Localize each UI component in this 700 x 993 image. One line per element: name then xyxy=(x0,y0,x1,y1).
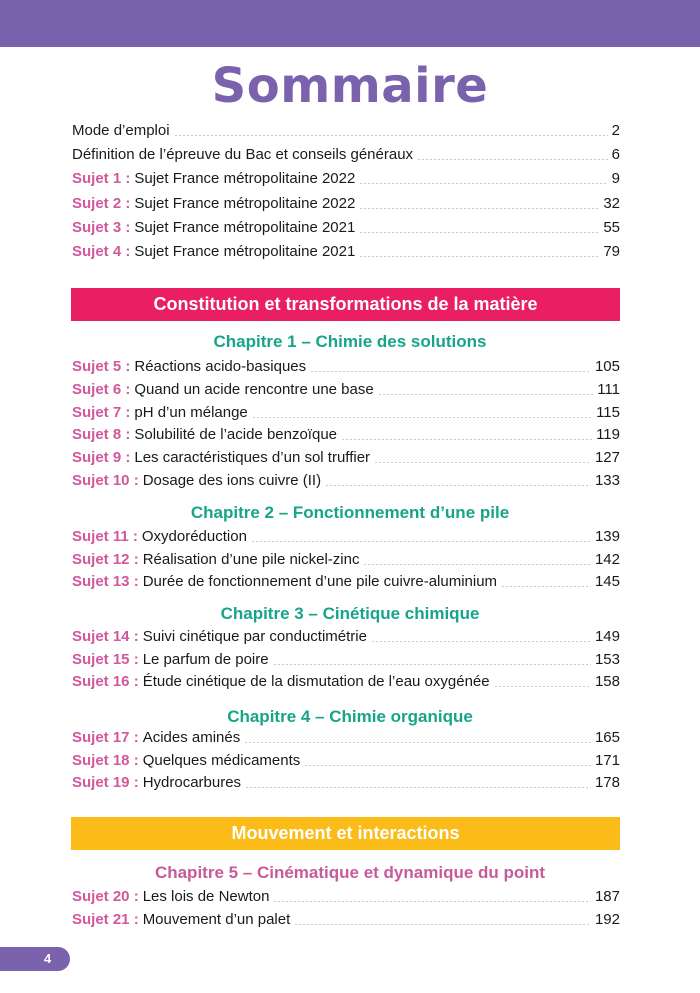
toc-entry-page: 178 xyxy=(594,774,620,791)
toc-entry-page: 9 xyxy=(611,170,620,188)
dot-leader xyxy=(374,462,591,463)
dot-leader xyxy=(310,371,591,372)
toc-entry-page: 2 xyxy=(611,122,620,139)
toc-entry-label: Sujet 20 : xyxy=(72,888,139,905)
toc-entry xyxy=(72,751,620,771)
toc-entry xyxy=(72,145,620,165)
toc-entry xyxy=(72,650,620,670)
toc-entry xyxy=(72,403,620,423)
toc-entry-title: Suivi cinétique par conductimétrie xyxy=(142,628,367,645)
toc-entry-title: Sujet France métropolitaine 2021 xyxy=(134,243,356,260)
toc-entry xyxy=(72,550,620,570)
toc-entry-title: Solubilité de l’acide benzoïque xyxy=(134,426,338,444)
toc-entry-title: Mode d’emploi xyxy=(72,122,170,139)
chapter-1-title: Chapitre 1 – Chimie des solutions xyxy=(213,332,487,351)
toc-entry xyxy=(72,218,620,238)
dot-leader xyxy=(359,256,599,257)
toc-entry-title: Hydrocarbures xyxy=(142,774,242,791)
toc-entry xyxy=(72,672,620,692)
chapter-5-title: Chapitre 5 – Cinématique et dynamique du point xyxy=(154,863,546,882)
toc-entry-page: 171 xyxy=(594,751,620,769)
toc-entry-page: 105 xyxy=(594,358,620,375)
toc-entry-title: Quand un acide rencontre une base xyxy=(134,380,374,398)
toc-entry-label: Sujet 5 : xyxy=(72,358,131,375)
toc-entry xyxy=(72,242,620,262)
toc-entry xyxy=(72,169,620,189)
toc-entry xyxy=(72,448,620,468)
dot-leader xyxy=(417,159,608,160)
toc-entry-label: Sujet 3 : xyxy=(72,218,131,236)
toc-entry xyxy=(72,121,620,141)
toc-entry-label: Sujet 10 : xyxy=(72,472,139,489)
toc-entry-page: 119 xyxy=(596,426,620,444)
toc-entry-title: Oxydoréduction xyxy=(141,528,247,545)
toc-entry-page: 192 xyxy=(594,910,620,928)
toc-entry-label: Sujet 6 : xyxy=(72,380,131,398)
toc-entry-title: Les caractéristiques d’un sol truffier xyxy=(134,449,371,467)
toc-entry-title: Dosage des ions cuivre (II) xyxy=(142,472,322,489)
toc-entry-title: Réalisation d’une pile nickel-zinc xyxy=(142,550,360,568)
chapter-3-title: Chapitre 3 – Cinétique chimique xyxy=(220,604,480,623)
toc-entry xyxy=(72,194,620,214)
dot-leader xyxy=(378,394,593,395)
toc-entry-page: 165 xyxy=(594,729,620,746)
page-number-tab xyxy=(0,947,70,971)
toc-entry-label: Sujet 13 : xyxy=(72,573,139,590)
dot-leader xyxy=(325,485,591,486)
toc-entry-label: Sujet 17 : xyxy=(72,729,139,746)
toc-entry-label: Sujet 16 : xyxy=(72,673,139,690)
dot-leader xyxy=(245,787,591,788)
toc-entry xyxy=(72,425,620,445)
toc-entry-page: 127 xyxy=(594,449,620,467)
toc-entry-label: Sujet 9 : xyxy=(72,449,131,467)
toc-entry-page: 139 xyxy=(594,528,620,545)
section-band-mouvement: Mouvement et interactions xyxy=(71,817,620,850)
dot-leader xyxy=(341,439,592,440)
dot-leader xyxy=(363,564,590,565)
dot-leader xyxy=(501,586,591,587)
toc-entry-label: Sujet 21 : xyxy=(72,910,139,928)
dot-leader xyxy=(359,208,599,209)
toc-entry xyxy=(72,773,620,793)
page-title: Sommaire xyxy=(211,58,489,114)
toc-entry-page: 153 xyxy=(594,650,620,668)
toc-entry-page: 115 xyxy=(596,403,620,421)
dot-leader xyxy=(494,686,591,687)
toc-entry-title: Étude cinétique de la dismutation de l’eau oxygénée xyxy=(142,673,490,690)
toc-entry-label: Sujet 14 : xyxy=(72,628,139,645)
dot-leader xyxy=(273,901,591,902)
toc-entry-title: Réactions acido-basiques xyxy=(134,358,307,375)
chapter-2-title: Chapitre 2 – Fonctionnement d’une pile xyxy=(190,503,510,522)
toc-entry-label: Sujet 1 : xyxy=(72,170,131,188)
dot-leader xyxy=(371,641,591,642)
toc-entry-page: 79 xyxy=(603,243,620,260)
toc-entry xyxy=(72,728,620,748)
toc-entry-label: Sujet 7 : xyxy=(72,403,131,421)
page-number: 4 xyxy=(44,951,52,966)
toc-entry-title: Durée de fonctionnement d’une pile cuivre-aluminium xyxy=(142,573,498,590)
toc-entry-page: 55 xyxy=(603,218,620,236)
toc-entry xyxy=(72,380,620,400)
toc-entry-title: Quelques médicaments xyxy=(142,751,301,769)
toc-entry xyxy=(72,572,620,592)
chapter-4-title: Chapitre 4 – Chimie organique xyxy=(227,707,473,726)
dot-leader xyxy=(174,135,608,136)
toc-entry-page: 32 xyxy=(603,194,620,212)
dot-leader xyxy=(304,765,591,766)
toc-entry xyxy=(72,910,620,930)
toc-entry-title: Acides aminés xyxy=(142,729,241,746)
toc-entry-label: Sujet 12 : xyxy=(72,550,139,568)
toc-entry-page: 142 xyxy=(594,550,620,568)
dot-leader xyxy=(244,742,591,743)
dot-leader xyxy=(251,541,591,542)
toc-entry-label: Sujet 2 : xyxy=(72,194,131,212)
toc-entry-page: 6 xyxy=(611,146,620,164)
toc-entry-title: Sujet France métropolitaine 2021 xyxy=(134,218,356,236)
toc-entry-label: Sujet 4 : xyxy=(72,243,131,260)
toc-entry xyxy=(72,627,620,647)
toc-entry-label: Sujet 8 : xyxy=(72,426,131,444)
dot-leader xyxy=(359,232,599,233)
toc-entry-title: Sujet France métropolitaine 2022 xyxy=(134,194,356,212)
toc-entry-title: pH d’un mélange xyxy=(134,403,248,421)
toc-entry-page: 111 xyxy=(597,380,620,398)
toc-entry-label: Sujet 19 : xyxy=(72,774,139,791)
toc-entry-title: Sujet France métropolitaine 2022 xyxy=(134,170,356,188)
toc-entry-title: Mouvement d’un palet xyxy=(142,910,291,928)
toc-entry-page: 187 xyxy=(594,888,620,905)
toc-entry xyxy=(72,357,620,377)
toc-entry-page: 133 xyxy=(594,472,620,489)
toc-entry-page: 149 xyxy=(594,628,620,645)
top-color-bar xyxy=(0,0,700,47)
toc-entry-title: Définition de l’épreuve du Bac et conseils généraux xyxy=(72,146,414,164)
toc-entry-page: 145 xyxy=(594,573,620,590)
dot-leader xyxy=(359,183,607,184)
toc-entry-label: Sujet 15 : xyxy=(72,650,139,668)
section-band-matiere: Constitution et transformations de la matière xyxy=(71,288,620,321)
toc-entry-title: Les lois de Newton xyxy=(142,888,270,905)
toc-entry-label: Sujet 11 : xyxy=(72,528,138,545)
toc-entry xyxy=(72,471,620,491)
toc-entry-title: Le parfum de poire xyxy=(142,650,269,668)
dot-leader xyxy=(252,417,592,418)
toc-entry-label: Sujet 18 : xyxy=(72,751,139,769)
dot-leader xyxy=(273,664,591,665)
dot-leader xyxy=(294,924,591,925)
toc-entry xyxy=(72,887,620,907)
toc-entry xyxy=(72,527,620,547)
toc-entry-page: 158 xyxy=(594,673,620,690)
